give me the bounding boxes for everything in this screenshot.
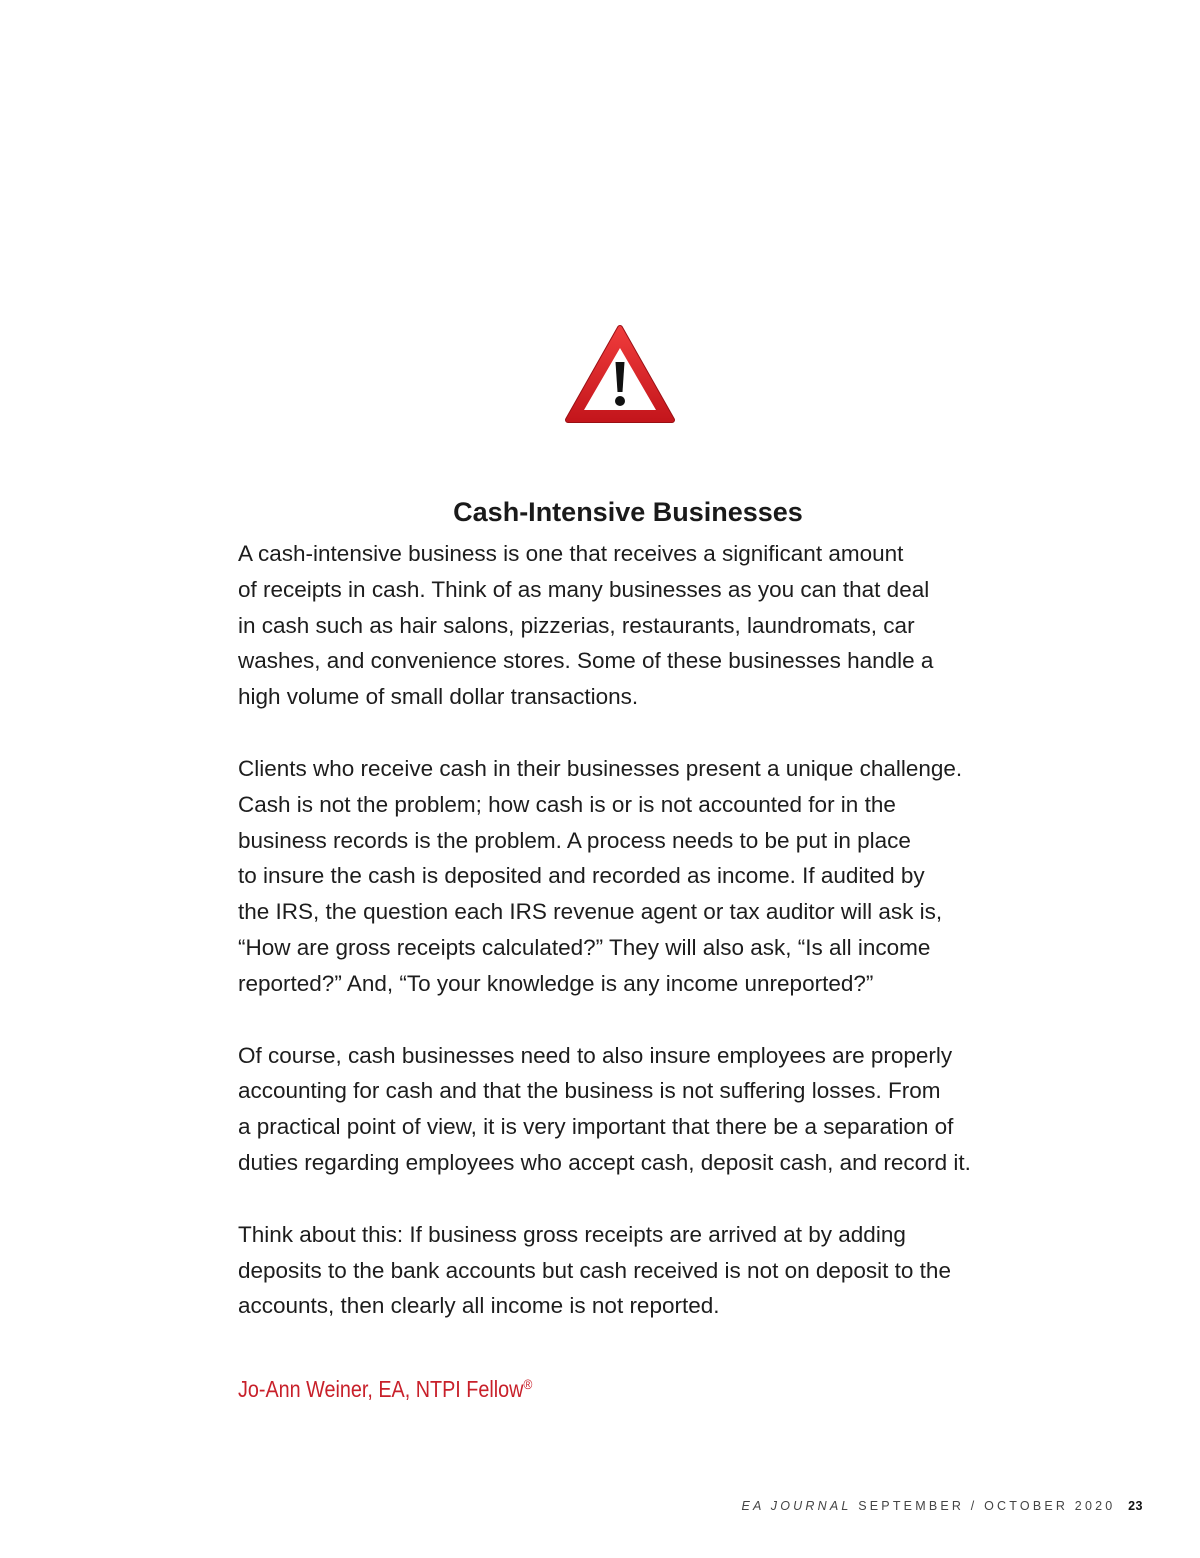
article-paragraph: Think about this: If business gross receipts are arrived at by adding deposits to the bank accounts but cash received is not on deposit to the accounts, then clearly all income is not reported. (238, 1221, 951, 1319)
article-paragraph: A cash-intensive business is one that receives a significant amount of receipts in cash. Think of as many businesses as you can that deal in cash such as hair salons, pizzerias, restaurants, laundromats, car washes, and convenience stores. Some of these businesses handle a high volume of small dollar transactions. (238, 541, 934, 710)
article (238, 494, 1038, 1404)
article-paragraph: Clients who receive cash in their businesses present a unique challenge. Cash is not the problem; how cash is or is not accounted for in the business records is the problem. A process needs to be put in place to insure the cash is deposited and recorded as income. If audited by the IRS, the question each IRS revenue agent or tax auditor will ask is, “How are gross receipts calculated?” They will also ask, “Is all income reported?” And, “To your knowledge is any income unreported?” (238, 755, 963, 996)
author-name: Jo-Ann Weiner, EA, NTPI Fellow (238, 1376, 524, 1403)
page-number: 23 (1128, 1499, 1143, 1513)
article-title: Cash-Intensive Businesses (453, 497, 803, 527)
publication-name: EA JOURNAL (741, 1499, 852, 1513)
page-footer (742, 1499, 1144, 1513)
registered-mark: ® (523, 1376, 533, 1393)
issue-date: SEPTEMBER / OCTOBER 2020 (858, 1499, 1116, 1513)
warning-triangle-icon (564, 324, 676, 426)
author-byline (238, 1369, 926, 1404)
article-paragraph: Of course, cash businesses need to also insure employees are properly accounting for cash and that the business is not suffering losses. From a practical point of view, it is very important that there be a separation of duties regarding employees who accept cash, deposit cash, and record it. (238, 1042, 971, 1175)
